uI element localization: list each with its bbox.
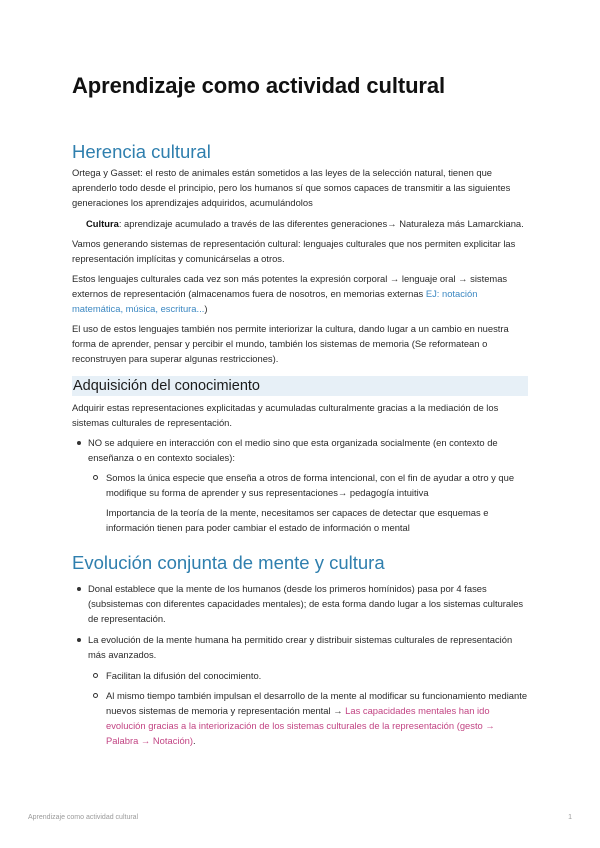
example-link[interactable]: EJ: notación matemática, música, escritura... xyxy=(72,288,478,314)
sub-text-end: . xyxy=(193,735,196,746)
list-adquisicion xyxy=(72,435,528,535)
list-item xyxy=(72,632,528,748)
hollow-bullet-icon xyxy=(93,673,98,678)
sub-list-item xyxy=(88,668,528,683)
list-item-text: NO se adquiere en interacción con el medio sino que esta organizada socialmente (en contexto de enseñanza o en contexto sociales): xyxy=(88,437,498,463)
lenguajes-text: Estos lenguajes culturales cada vez son más potentes la expresión corporal → lenguaje oral → sistemas externos de representación (almacenamos fuera de nosotros, en memorias externas xyxy=(72,273,508,299)
hollow-bullet-icon xyxy=(93,475,98,480)
footer-title: Aprendizaje como actividad cultural xyxy=(28,814,139,821)
paragraph-adquirir-representaciones: Adquirir estas representaciones explicitadas y acumuladas culturalmente gracias a la mediación de los sistemas culturales de representación. xyxy=(72,402,499,428)
term-cultura: Cultura xyxy=(86,218,119,229)
list-item xyxy=(72,435,528,535)
quote-cultura-text: : aprendizaje acumulado a través de las diferentes generaciones→ Naturaleza más Lamarckiana. xyxy=(118,218,524,229)
paragraph-interiorizar-cultura: El uso de estos lenguajes también nos permite interiorizar la cultura, dando lugar a un cambio en nuestra forma de aprender, pensar y percibir el mundo, también los sistemas de memoria (Se reformatean o reconstruyen para superar algunas restricciones). xyxy=(72,323,509,364)
heading-adquisicion-conocimiento: Adquisición del conocimiento xyxy=(72,376,528,396)
bullet-icon xyxy=(77,441,81,445)
bullet-icon xyxy=(77,587,81,591)
sub-list-item-followup: Importancia de la teoría de la mente, necesitamos ser capaces de detectar que esquemas e información tienen para poder cambiar el estado de información o mental xyxy=(106,507,489,533)
list-item-text: La evolución de la mente humana ha permitido crear y distribuir sistemas culturales de representación más avanzados. xyxy=(88,634,513,660)
paragraph-sistemas-representacion: Vamos generando sistemas de representación cultural: lenguajes culturales que nos permiten explicitar las representación implícitas y comunicárselas a otros. xyxy=(72,238,516,264)
list-item-text: Donal establece que la mente de los humanos (desde los primeros homínidos) pasa por 4 fases (subsistemas con diferentes capacidades mentales); de esta forma dando lugar a los sistemas culturales de representación. xyxy=(88,583,524,624)
sub-text-main: Al mismo tiempo también impulsan el desarrollo de la mente al modificar su funcionamiento mediante nuevos sistemas de memoria y representación mental → xyxy=(106,690,528,716)
lenguajes-text-end: ) xyxy=(204,303,208,314)
highlighted-text: Las capacidades mentales han ido evolución gracias a la interiorización de los sistemas culturales de la representación (gesto → Palabra → Notación) xyxy=(106,705,495,746)
quote-cultura-definition xyxy=(72,216,528,231)
heading-evolucion-conjunta: Evolución conjunta de mente y cultura xyxy=(72,552,385,573)
list-evolucion xyxy=(72,581,528,748)
sub-list-item-text: Somos la única especie que enseña a otros de forma intencional, con el fin de ayudar a otro y que modifique su forma de aprender y sus representaciones→ pedagogía intuitiva xyxy=(106,472,515,498)
heading-herencia-cultural: Herencia cultural xyxy=(72,141,211,162)
list-item xyxy=(72,581,528,626)
paragraph-lenguajes-culturales xyxy=(72,271,528,316)
title-block xyxy=(72,72,528,100)
page-title: Aprendizaje como actividad cultural xyxy=(72,73,446,98)
page-footer xyxy=(28,812,572,824)
hollow-bullet-icon xyxy=(93,693,98,698)
sub-list-item xyxy=(88,470,528,535)
sublist-evolucion xyxy=(88,668,528,748)
page-number: 1 xyxy=(568,814,572,821)
sub-list-item-text: Facilitan la difusión del conocimiento. xyxy=(106,670,262,681)
sub-list-item-text xyxy=(106,688,528,748)
sublist-adquisicion xyxy=(88,470,528,535)
bullet-icon xyxy=(77,638,81,642)
sub-list-item xyxy=(88,688,528,748)
document-page xyxy=(72,72,528,748)
paragraph-ortega-gasset: Ortega y Gasset: el resto de animales están sometidos a las leyes de la selección natural, tienen que aprenderlo todo desde el principio, pero los humanos sí que somos capaces de transmitir a las siguientes generaciones los aprendizajes adquiridos, acumulándolos xyxy=(72,167,511,208)
